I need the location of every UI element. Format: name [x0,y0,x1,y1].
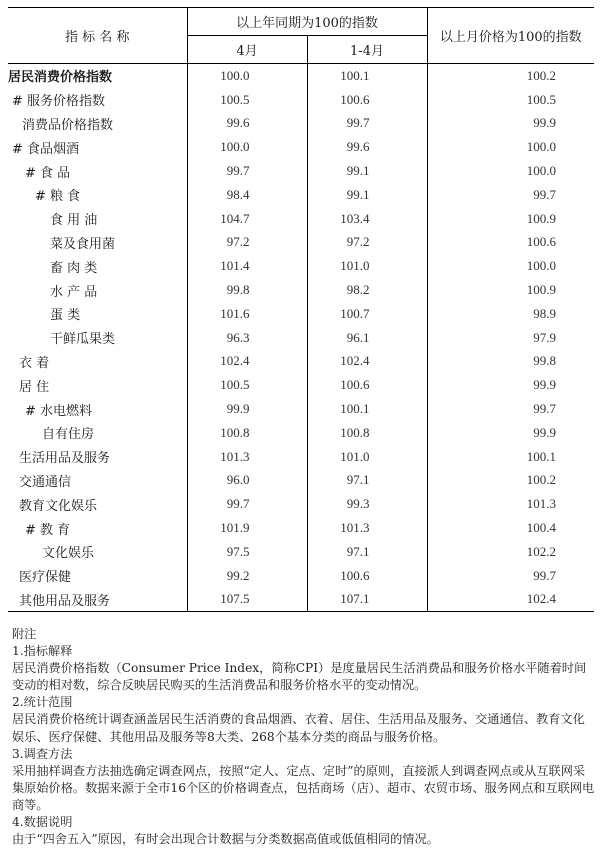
cell-ytd: 101.0 [307,445,427,469]
cell-ytd: 96.1 [307,326,427,350]
header-indicator-name: 指 标 名 称 [65,30,130,45]
table-row [8,540,594,564]
row-name: # 教 育 [25,522,71,538]
header-yoy-ytd: 1-4月 [307,36,427,64]
table-row [8,326,594,350]
table-row [8,588,594,612]
header-mom: 以上月价格为100的指数 [427,8,594,64]
notes-s2-text: 居民消费价格统计调查涵盖居民生活消费的食品烟酒、衣着、居住、生活用品及服务、交通通信、教育文化娱乐、医疗保健、其他用品及服务等8大类、268个基本分类的商品与服务价格。 [12,712,585,744]
cell-month: 101.4 [187,254,307,278]
notes-s4-text: 由于“四舍五入”原因，有时会出现合计数据与分类数据高值或低值相同的情况。 [12,832,439,847]
cell-ytd: 100.1 [307,64,427,88]
cell-ytd: 99.7 [307,112,427,136]
cell-mom: 97.9 [427,326,594,350]
cell-ytd: 97.1 [307,469,427,493]
cell-mom: 99.9 [427,421,594,445]
table-row [8,373,594,397]
notes-s3-title: 3.调查方法 [12,746,73,761]
cell-month: 100.0 [187,64,307,88]
table-row [8,421,594,445]
cell-ytd: 100.1 [307,397,427,421]
cell-ytd: 100.6 [307,373,427,397]
row-name: 水 产 品 [50,284,98,300]
row-name: 自有住房 [42,427,95,443]
table-row [8,207,594,231]
row-name: # 服务价格指数 [12,94,106,110]
cell-month: 100.5 [187,88,307,112]
cell-ytd: 100.8 [307,421,427,445]
cell-month: 107.5 [187,588,307,612]
cell-ytd: 100.6 [307,564,427,588]
cell-mom: 100.6 [427,231,594,255]
cell-mom: 99.7 [427,397,594,421]
notes-s1-title: 1.指标解释 [12,644,73,659]
table-header [8,8,594,64]
header-yoy-month: 4月 [187,36,307,64]
cell-mom: 99.9 [427,373,594,397]
cell-month: 101.3 [187,445,307,469]
table-row [8,64,594,88]
cell-ytd: 107.1 [307,588,427,612]
cell-mom: 102.4 [427,588,594,612]
row-name: 生活用品及服务 [19,451,111,467]
cell-month: 97.2 [187,231,307,255]
cell-month: 104.7 [187,207,307,231]
cell-mom: 101.3 [427,492,594,516]
table-row [8,469,594,493]
row-name: 食 用 油 [50,213,98,229]
table-row [8,564,594,588]
table-row [8,88,594,112]
table-row [8,492,594,516]
row-name: # 粮 食 [35,189,81,205]
table-row [8,159,594,183]
cell-mom: 99.7 [427,183,594,207]
table-row [8,350,594,374]
row-name: 菜及食用菌 [50,236,116,252]
cell-mom: 100.9 [427,207,594,231]
row-name: 居民消费价格指数 [8,70,113,86]
notes-section [12,626,596,848]
cell-month: 101.6 [187,302,307,326]
cell-mom: 99.9 [427,112,594,136]
cell-month: 102.4 [187,350,307,374]
row-name: 交通通信 [19,474,72,490]
cell-ytd: 100.6 [307,88,427,112]
cell-mom: 100.0 [427,254,594,278]
notes-s4-title: 4.数据说明 [12,815,73,830]
cell-mom: 100.9 [427,278,594,302]
cell-ytd: 103.4 [307,207,427,231]
cell-mom: 99.8 [427,350,594,374]
cell-month: 99.6 [187,112,307,136]
cell-month: 99.7 [187,159,307,183]
row-name: 文化娱乐 [42,546,95,562]
cell-month: 96.0 [187,469,307,493]
notes-s3-text: 采用抽样调查方法抽选确定调查网点，按照“定人、定点、定时”的原则，直接派人到调查网点或从互联网采集原始价格。数据来源于全市16个区的价格调查点，包括商场（店）、超市、农贸市场、服务网点和互联网电商等。 [12,763,595,812]
cell-mom: 99.7 [427,564,594,588]
row-name: 蛋 类 [50,308,81,324]
cell-month: 98.4 [187,183,307,207]
row-name: # 水电燃料 [25,403,93,419]
cell-ytd: 97.1 [307,540,427,564]
cell-mom: 100.4 [427,516,594,540]
cell-mom: 100.0 [427,159,594,183]
cell-ytd: 99.6 [307,135,427,159]
cell-mom: 98.9 [427,302,594,326]
cpi-table [8,7,594,612]
cell-mom: 100.5 [427,88,594,112]
row-name: 衣 着 [19,355,50,371]
cell-ytd: 102.4 [307,350,427,374]
cell-month: 99.7 [187,492,307,516]
cell-month: 100.8 [187,421,307,445]
cell-month: 96.3 [187,326,307,350]
row-name: 教育文化娱乐 [19,498,98,514]
table-row [8,397,594,421]
cell-month: 97.5 [187,540,307,564]
cell-ytd: 100.7 [307,302,427,326]
cell-month: 99.2 [187,564,307,588]
notes-title: 附注 [12,627,37,641]
table-body [8,64,594,612]
row-name: # 食品烟酒 [12,141,80,157]
row-name: 居 住 [19,379,50,395]
table-row [8,183,594,207]
cell-ytd: 98.2 [307,278,427,302]
row-name: 消费品价格指数 [22,117,114,133]
cell-ytd: 101.0 [307,254,427,278]
row-name: 畜 肉 类 [50,260,98,276]
table-row [8,516,594,540]
row-name: 干鲜瓜果类 [50,332,116,348]
cell-month: 100.5 [187,373,307,397]
row-name: 医疗保健 [19,570,72,586]
cell-ytd: 99.3 [307,492,427,516]
row-name: 其他用品及服务 [8,588,187,612]
cell-month: 99.8 [187,278,307,302]
cell-mom: 100.2 [427,64,594,88]
table-row [8,231,594,255]
cell-mom: 100.2 [427,469,594,493]
table-row [8,112,594,136]
notes-s1-text: 居民消费价格指数（Consumer Price Index，简称CPI）是度量居民生活消费品和服务价格水平随着时间变动的相对数，综合反映居民购买的生活消费品和服务价格水平的变动情况。 [12,661,587,693]
cell-ytd: 99.1 [307,159,427,183]
table-row [8,445,594,469]
cell-month: 99.9 [187,397,307,421]
cell-month: 100.0 [187,135,307,159]
table-row [8,254,594,278]
table-row [8,302,594,326]
cell-mom: 100.1 [427,445,594,469]
cell-mom: 100.0 [427,135,594,159]
cell-mom: 102.2 [427,540,594,564]
header-yoy-group: 以上年同期为100的指数 [187,8,427,36]
table-row [8,135,594,159]
notes-s2-title: 2.统计范围 [12,695,73,710]
cell-ytd: 97.2 [307,231,427,255]
cell-month: 101.9 [187,516,307,540]
table-row [8,278,594,302]
row-name: # 食 品 [25,165,71,181]
cell-ytd: 99.1 [307,183,427,207]
cell-ytd: 101.3 [307,516,427,540]
